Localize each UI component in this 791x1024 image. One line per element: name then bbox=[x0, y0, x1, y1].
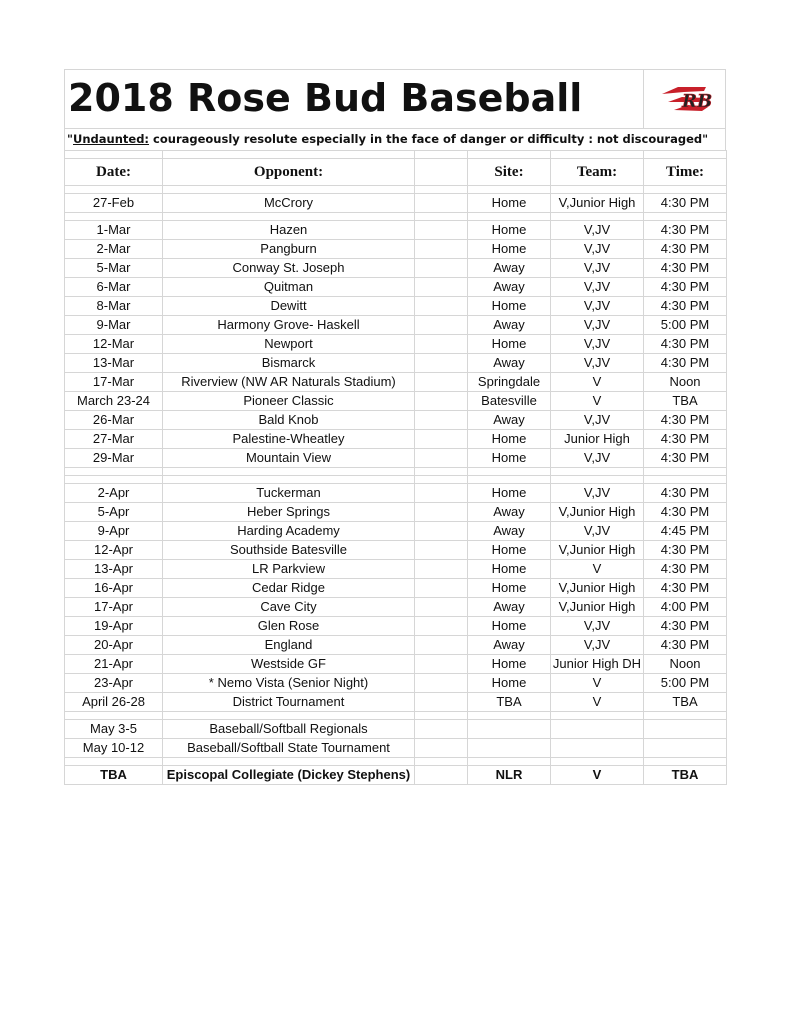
empty-cell bbox=[415, 720, 468, 739]
site-cell: Home bbox=[468, 449, 551, 468]
time-cell: 4:30 PM bbox=[644, 449, 727, 468]
team-cell: V,JV bbox=[551, 316, 644, 335]
empty-cell bbox=[415, 484, 468, 503]
opponent-cell: Harmony Grove- Haskell bbox=[163, 316, 415, 335]
date-cell: 9-Apr bbox=[65, 522, 163, 541]
empty-cell bbox=[415, 259, 468, 278]
spacer-row bbox=[65, 476, 727, 484]
site-cell: Home bbox=[468, 674, 551, 693]
team-cell: V,JV bbox=[551, 335, 644, 354]
game-row bbox=[65, 392, 727, 411]
empty-cell bbox=[415, 240, 468, 259]
game-row bbox=[65, 449, 727, 468]
empty-cell bbox=[415, 354, 468, 373]
opponent-cell: England bbox=[163, 636, 415, 655]
site-cell: Batesville bbox=[468, 392, 551, 411]
page-title: 2018 Rose Bud Baseball bbox=[68, 76, 583, 120]
game-row bbox=[65, 335, 727, 354]
site-cell bbox=[468, 720, 551, 739]
header-opponent: Opponent: bbox=[163, 159, 415, 186]
game-row bbox=[65, 693, 727, 712]
time-cell bbox=[644, 739, 727, 758]
opponent-cell: Baseball/Softball State Tournament bbox=[163, 739, 415, 758]
header-date: Date: bbox=[65, 159, 163, 186]
site-cell: Home bbox=[468, 430, 551, 449]
opponent-cell: Cedar Ridge bbox=[163, 579, 415, 598]
empty-cell bbox=[415, 373, 468, 392]
game-row bbox=[65, 373, 727, 392]
team-cell: V,JV bbox=[551, 259, 644, 278]
time-cell: 4:30 PM bbox=[644, 240, 727, 259]
team-cell: V,JV bbox=[551, 449, 644, 468]
site-cell: Home bbox=[468, 194, 551, 213]
time-cell: 4:30 PM bbox=[644, 278, 727, 297]
date-cell: April 26-28 bbox=[65, 693, 163, 712]
date-cell: 20-Apr bbox=[65, 636, 163, 655]
site-cell: Away bbox=[468, 503, 551, 522]
date-cell: 2-Apr bbox=[65, 484, 163, 503]
team-cell: V,JV bbox=[551, 240, 644, 259]
empty-cell bbox=[415, 693, 468, 712]
time-cell: 4:30 PM bbox=[644, 484, 727, 503]
time-cell: 4:30 PM bbox=[644, 354, 727, 373]
opponent-cell: Bismarck bbox=[163, 354, 415, 373]
header-row bbox=[65, 159, 727, 186]
date-cell: 8-Mar bbox=[65, 297, 163, 316]
quote-definition: courageously resolute especially in the face of danger or difficulty : not discouraged" bbox=[149, 132, 709, 146]
time-cell: 4:30 PM bbox=[644, 297, 727, 316]
schedule-table bbox=[64, 150, 727, 785]
site-cell bbox=[468, 739, 551, 758]
site-cell: Away bbox=[468, 598, 551, 617]
team-cell: V bbox=[551, 766, 644, 785]
team-cell: V,JV bbox=[551, 278, 644, 297]
opponent-cell: Pangburn bbox=[163, 240, 415, 259]
game-row bbox=[65, 655, 727, 674]
game-row bbox=[65, 194, 727, 213]
date-cell: 13-Mar bbox=[65, 354, 163, 373]
site-cell: Home bbox=[468, 579, 551, 598]
game-row bbox=[65, 636, 727, 655]
header-site: Site: bbox=[468, 159, 551, 186]
empty-cell bbox=[415, 430, 468, 449]
spacer-row bbox=[65, 712, 727, 720]
date-cell: 5-Mar bbox=[65, 259, 163, 278]
game-row bbox=[65, 484, 727, 503]
team-cell: V,JV bbox=[551, 354, 644, 373]
empty-cell bbox=[415, 221, 468, 240]
game-row bbox=[65, 541, 727, 560]
opponent-cell: Dewitt bbox=[163, 297, 415, 316]
game-row bbox=[65, 316, 727, 335]
opponent-cell: Pioneer Classic bbox=[163, 392, 415, 411]
game-row bbox=[65, 240, 727, 259]
game-row bbox=[65, 560, 727, 579]
team-cell: V bbox=[551, 373, 644, 392]
opponent-cell: Conway St. Joseph bbox=[163, 259, 415, 278]
date-cell: 16-Apr bbox=[65, 579, 163, 598]
empty-cell bbox=[415, 766, 468, 785]
opponent-cell: Riverview (NW AR Naturals Stadium) bbox=[163, 373, 415, 392]
game-row bbox=[65, 430, 727, 449]
team-cell bbox=[551, 739, 644, 758]
game-row bbox=[65, 674, 727, 693]
game-row bbox=[65, 259, 727, 278]
team-cell: V,Junior High bbox=[551, 579, 644, 598]
date-cell: May 3-5 bbox=[65, 720, 163, 739]
team-cell: V bbox=[551, 560, 644, 579]
site-cell: Away bbox=[468, 354, 551, 373]
site-cell: Away bbox=[468, 316, 551, 335]
empty-cell bbox=[415, 541, 468, 560]
header-empty bbox=[415, 159, 468, 186]
opponent-cell: Hazen bbox=[163, 221, 415, 240]
date-cell: 29-Mar bbox=[65, 449, 163, 468]
opponent-cell: LR Parkview bbox=[163, 560, 415, 579]
site-cell: Home bbox=[468, 541, 551, 560]
team-cell: V bbox=[551, 392, 644, 411]
empty-cell bbox=[415, 392, 468, 411]
site-cell: Home bbox=[468, 240, 551, 259]
time-cell: 4:00 PM bbox=[644, 598, 727, 617]
quote-row bbox=[64, 128, 726, 150]
date-cell: TBA bbox=[65, 766, 163, 785]
date-cell: 26-Mar bbox=[65, 411, 163, 430]
time-cell: Noon bbox=[644, 655, 727, 674]
date-cell: 17-Apr bbox=[65, 598, 163, 617]
site-cell: Home bbox=[468, 484, 551, 503]
empty-cell bbox=[415, 522, 468, 541]
empty-cell bbox=[415, 411, 468, 430]
opponent-cell: McCrory bbox=[163, 194, 415, 213]
site-cell: Home bbox=[468, 560, 551, 579]
game-row bbox=[65, 221, 727, 240]
site-cell: Away bbox=[468, 522, 551, 541]
time-cell: 4:30 PM bbox=[644, 194, 727, 213]
opponent-cell: Palestine-Wheatley bbox=[163, 430, 415, 449]
team-cell: V,Junior High bbox=[551, 503, 644, 522]
empty-cell bbox=[415, 579, 468, 598]
team-cell bbox=[551, 720, 644, 739]
spacer-row bbox=[65, 151, 727, 159]
site-cell: Home bbox=[468, 221, 551, 240]
game-row bbox=[65, 354, 727, 373]
team-cell: V,JV bbox=[551, 221, 644, 240]
site-cell: Away bbox=[468, 411, 551, 430]
date-cell: 5-Apr bbox=[65, 503, 163, 522]
time-cell: 5:00 PM bbox=[644, 316, 727, 335]
opponent-cell: Bald Knob bbox=[163, 411, 415, 430]
time-cell: 4:30 PM bbox=[644, 335, 727, 354]
empty-cell bbox=[415, 194, 468, 213]
time-cell: 4:30 PM bbox=[644, 411, 727, 430]
opponent-cell: * Nemo Vista (Senior Night) bbox=[163, 674, 415, 693]
rose-bud-logo bbox=[644, 70, 727, 128]
empty-cell bbox=[415, 655, 468, 674]
date-cell: 12-Apr bbox=[65, 541, 163, 560]
empty-cell bbox=[415, 674, 468, 693]
empty-cell bbox=[415, 636, 468, 655]
game-row bbox=[65, 503, 727, 522]
opponent-cell: Quitman bbox=[163, 278, 415, 297]
site-cell: Away bbox=[468, 259, 551, 278]
empty-cell bbox=[415, 278, 468, 297]
logo-text: RB bbox=[682, 91, 713, 112]
quote-keyword: Undaunted: bbox=[73, 132, 150, 146]
empty-cell bbox=[415, 560, 468, 579]
game-row bbox=[65, 617, 727, 636]
quote-open: " bbox=[67, 132, 73, 146]
date-cell: 12-Mar bbox=[65, 335, 163, 354]
empty-cell bbox=[415, 297, 468, 316]
time-cell: Noon bbox=[644, 373, 727, 392]
game-row bbox=[65, 579, 727, 598]
empty-cell bbox=[415, 739, 468, 758]
schedule-body bbox=[65, 151, 727, 785]
time-cell: 4:30 PM bbox=[644, 221, 727, 240]
header-team: Team: bbox=[551, 159, 644, 186]
date-cell: 17-Mar bbox=[65, 373, 163, 392]
game-row bbox=[65, 278, 727, 297]
game-row bbox=[65, 739, 727, 758]
time-cell: 4:30 PM bbox=[644, 617, 727, 636]
site-cell: Home bbox=[468, 335, 551, 354]
opponent-cell: Baseball/Softball Regionals bbox=[163, 720, 415, 739]
opponent-cell: Tuckerman bbox=[163, 484, 415, 503]
game-row bbox=[65, 411, 727, 430]
opponent-cell: District Tournament bbox=[163, 693, 415, 712]
spacer-row bbox=[65, 186, 727, 194]
site-cell: Home bbox=[468, 655, 551, 674]
opponent-cell: Cave City bbox=[163, 598, 415, 617]
date-cell: 13-Apr bbox=[65, 560, 163, 579]
date-cell: 23-Apr bbox=[65, 674, 163, 693]
team-cell: V,JV bbox=[551, 484, 644, 503]
team-cell: V,Junior High bbox=[551, 541, 644, 560]
featured-game-row bbox=[65, 766, 727, 785]
game-row bbox=[65, 297, 727, 316]
time-cell: 4:30 PM bbox=[644, 259, 727, 278]
team-cell: V,JV bbox=[551, 617, 644, 636]
game-row bbox=[65, 598, 727, 617]
team-cell: V bbox=[551, 674, 644, 693]
time-cell: TBA bbox=[644, 766, 727, 785]
time-cell: 4:30 PM bbox=[644, 430, 727, 449]
team-cell: Junior High DH bbox=[551, 655, 644, 674]
empty-cell bbox=[415, 617, 468, 636]
team-cell: V,JV bbox=[551, 297, 644, 316]
time-cell: TBA bbox=[644, 392, 727, 411]
empty-cell bbox=[415, 335, 468, 354]
opponent-cell: Harding Academy bbox=[163, 522, 415, 541]
empty-cell bbox=[415, 316, 468, 335]
date-cell: 2-Mar bbox=[65, 240, 163, 259]
team-cell: V,Junior High bbox=[551, 598, 644, 617]
opponent-cell: Glen Rose bbox=[163, 617, 415, 636]
site-cell: Springdale bbox=[468, 373, 551, 392]
time-cell: 4:45 PM bbox=[644, 522, 727, 541]
spacer-row bbox=[65, 758, 727, 766]
empty-cell bbox=[415, 449, 468, 468]
opponent-cell: Heber Springs bbox=[163, 503, 415, 522]
time-cell: 4:30 PM bbox=[644, 503, 727, 522]
opponent-cell: Westside GF bbox=[163, 655, 415, 674]
empty-cell bbox=[415, 598, 468, 617]
team-cell: Junior High bbox=[551, 430, 644, 449]
time-cell: 4:30 PM bbox=[644, 541, 727, 560]
site-cell: Away bbox=[468, 636, 551, 655]
team-cell: V,Junior High bbox=[551, 194, 644, 213]
empty-cell bbox=[415, 503, 468, 522]
team-cell: V,JV bbox=[551, 522, 644, 541]
date-cell: 19-Apr bbox=[65, 617, 163, 636]
date-cell: 27-Feb bbox=[65, 194, 163, 213]
team-cell: V,JV bbox=[551, 411, 644, 430]
date-cell: 6-Mar bbox=[65, 278, 163, 297]
team-cell: V bbox=[551, 693, 644, 712]
time-cell bbox=[644, 720, 727, 739]
date-cell: 1-Mar bbox=[65, 221, 163, 240]
site-cell: Home bbox=[468, 617, 551, 636]
title-row bbox=[64, 69, 726, 128]
date-cell: May 10-12 bbox=[65, 739, 163, 758]
opponent-cell: Episcopal Collegiate (Dickey Stephens) bbox=[163, 766, 415, 785]
time-cell: 5:00 PM bbox=[644, 674, 727, 693]
time-cell: 4:30 PM bbox=[644, 560, 727, 579]
date-cell: March 23-24 bbox=[65, 392, 163, 411]
time-cell: TBA bbox=[644, 693, 727, 712]
spacer-row bbox=[65, 468, 727, 476]
date-cell: 27-Mar bbox=[65, 430, 163, 449]
date-cell: 9-Mar bbox=[65, 316, 163, 335]
time-cell: 4:30 PM bbox=[644, 579, 727, 598]
site-cell: Home bbox=[468, 297, 551, 316]
schedule-sheet bbox=[64, 69, 726, 785]
game-row bbox=[65, 720, 727, 739]
game-row bbox=[65, 522, 727, 541]
opponent-cell: Southside Batesville bbox=[163, 541, 415, 560]
site-cell: TBA bbox=[468, 693, 551, 712]
opponent-cell: Newport bbox=[163, 335, 415, 354]
logo-cell bbox=[643, 70, 727, 128]
site-cell: Away bbox=[468, 278, 551, 297]
team-cell: V,JV bbox=[551, 636, 644, 655]
header-time: Time: bbox=[644, 159, 727, 186]
opponent-cell: Mountain View bbox=[163, 449, 415, 468]
site-cell: NLR bbox=[468, 766, 551, 785]
time-cell: 4:30 PM bbox=[644, 636, 727, 655]
date-cell: 21-Apr bbox=[65, 655, 163, 674]
spacer-row bbox=[65, 213, 727, 221]
